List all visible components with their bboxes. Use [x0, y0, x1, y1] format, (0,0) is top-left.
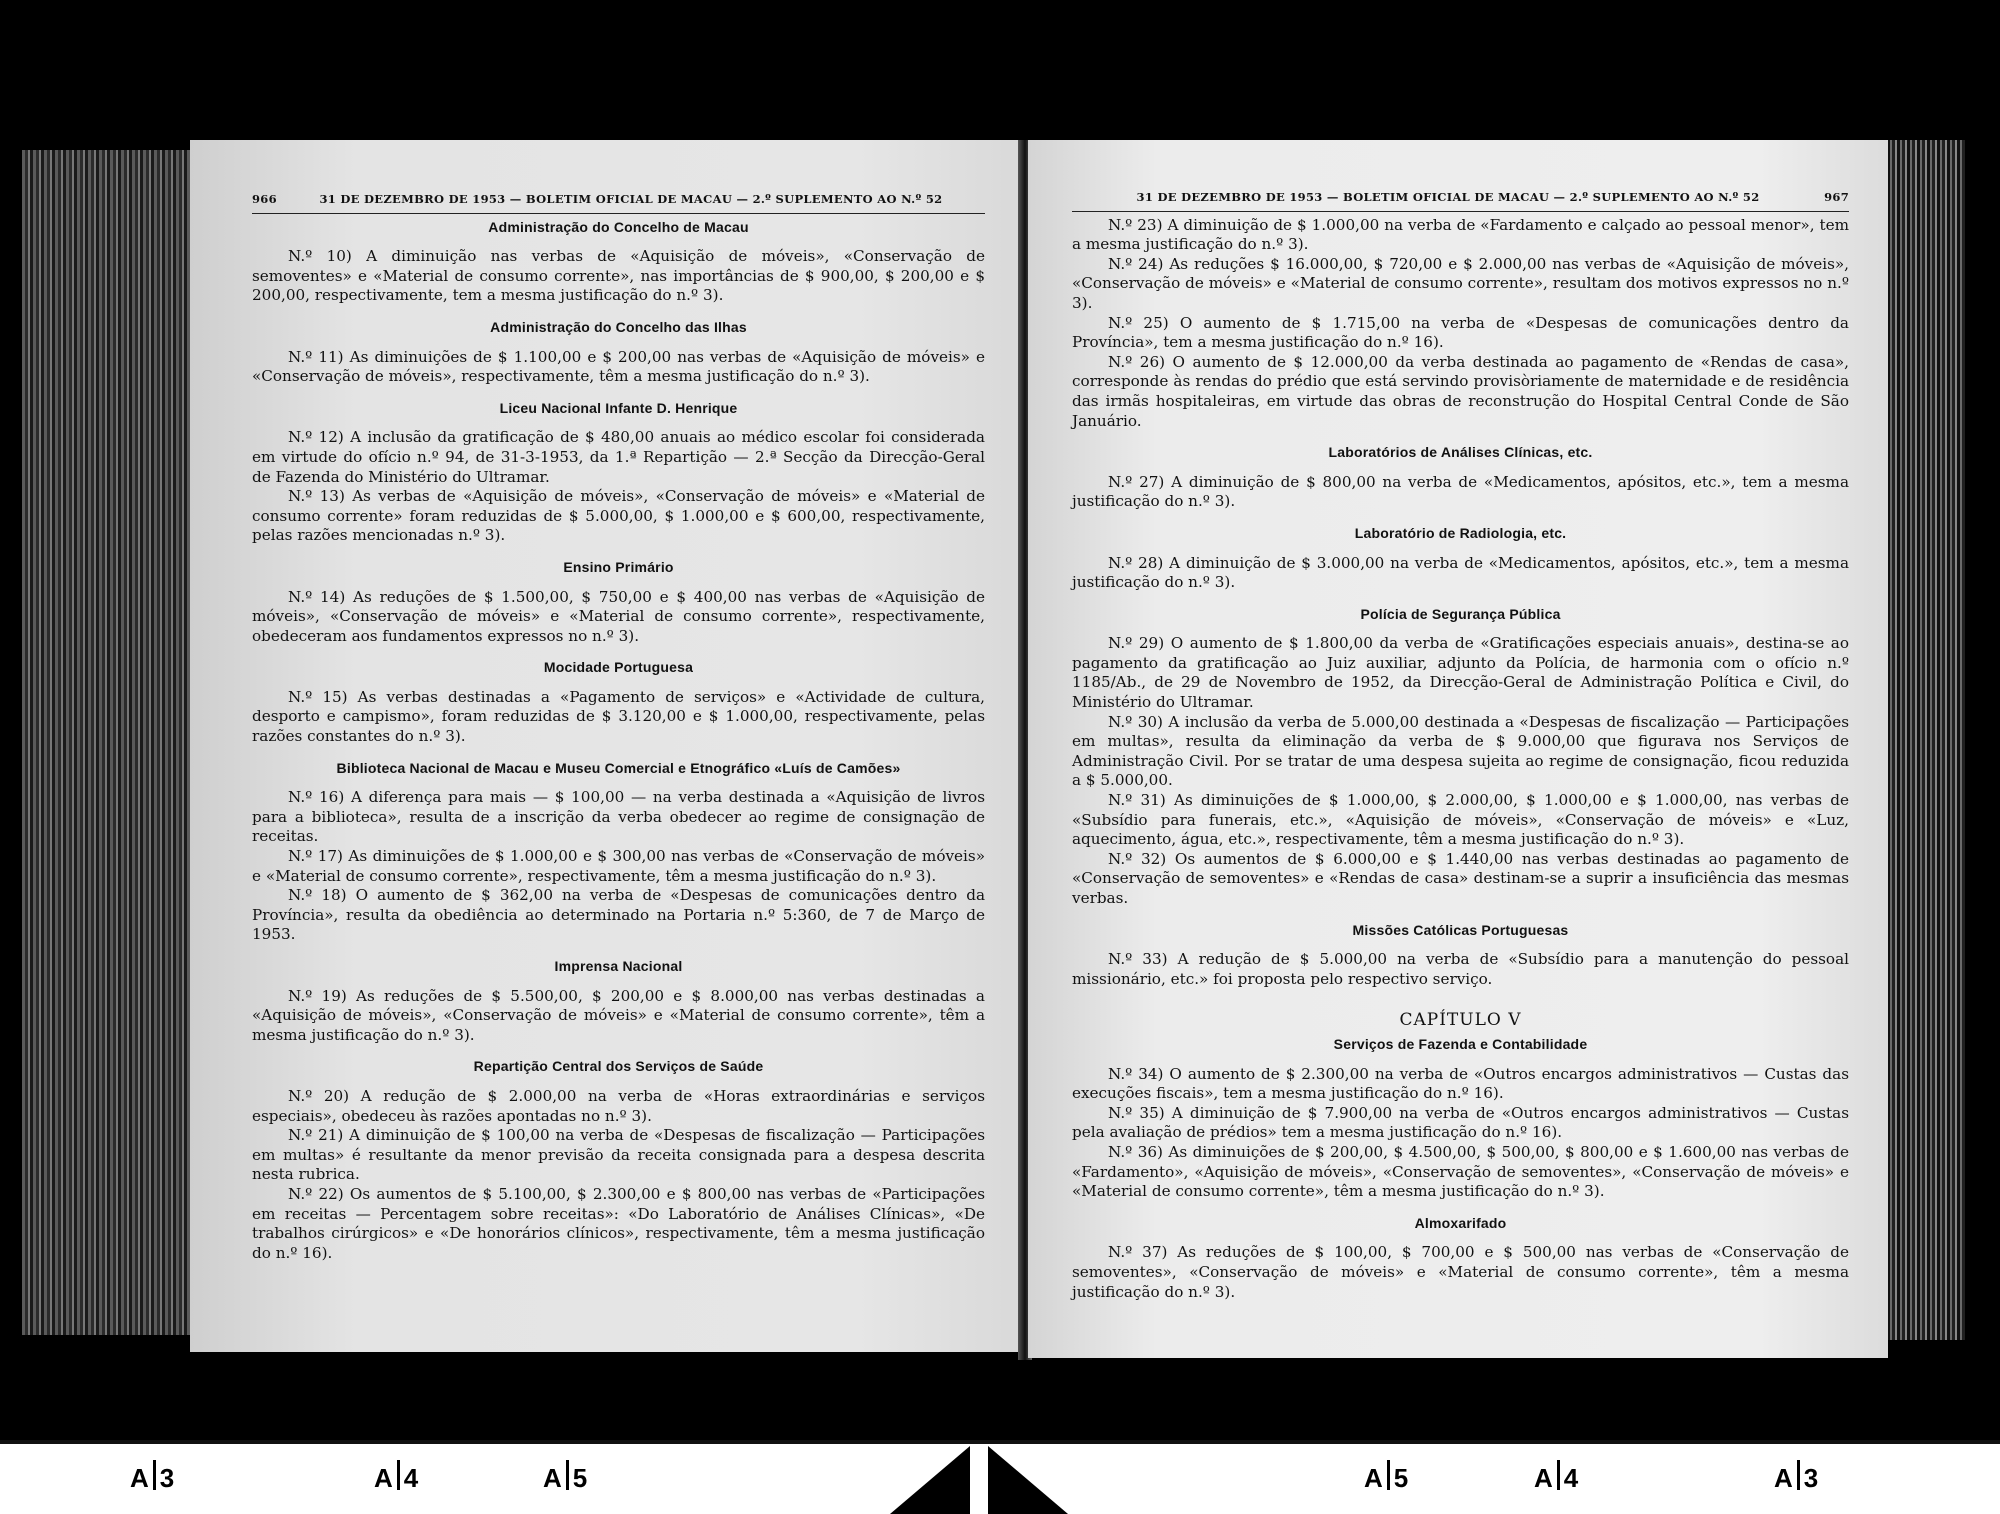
paragraph: N.º 16) A diferença para mais — $ 100,00 — na verba destinada a «Aquisição de livros para a biblioteca», resulta de a inscrição da verba obedecer ao regime de consignação de receitas.	[252, 788, 985, 846]
paragraph: N.º 32) Os aumentos de $ 6.000,00 e $ 1.440,00 nas verbas destinadas ao pagamento de «Conservação de semoventes» e «Rendas de casa» destinam-se a suprir a insuficiência das mesmas verbas.	[1072, 849, 1849, 907]
film-mark-a3: A 3	[130, 1460, 174, 1494]
paragraph: N.º 22) Os aumentos de $ 5.100,00, $ 2.300,00 e $ 800,00 nas verbas de «Participações em receitas — Percentagem sobre receitas»: «Do Laboratório de Análises Clínicas», «De trabalhos cirúrgicos» e «De honorários clínicos», respectivamente, têm a mesma justificação do n.º 16).	[252, 1184, 985, 1262]
section-heading: Laboratórios de Análises Clínicas, etc.	[1328, 444, 1593, 461]
registration-triangle-right	[988, 1446, 1068, 1514]
section-heading: Missões Católicas Portuguesas	[1352, 921, 1569, 938]
left-sections	[252, 218, 985, 1264]
paragraph: N.º 20) A redução de $ 2.000,00 na verba de «Horas extraordinárias e serviços especiais», obedeceu às razões apontadas no n.º 3).	[252, 1086, 985, 1125]
book-edge-right	[1880, 140, 1965, 1340]
section-heading: Laboratório de Radiologia, etc.	[1354, 524, 1567, 541]
paragraph: N.º 34) O aumento de $ 2.300,00 na verba de «Outros encargos administrativos — Custas das execuções fiscais», tem a mesma justificação do n.º 16).	[1072, 1064, 1849, 1103]
paragraph: N.º 27) A diminuição de $ 800,00 na verba de «Medicamentos, apósitos, etc.», tem a mesma justificação do n.º 3).	[1072, 472, 1849, 511]
section-heading: Polícia de Segurança Pública	[1360, 605, 1561, 622]
paragraph: N.º 15) As verbas destinadas a «Pagamento de serviços» e «Actividade de cultura, desporto e campismo», foram reduzidas de $ 3.120,00 e $ 1.000,00, respectivamente, pelas razões constantes do n.º 3).	[252, 687, 985, 746]
paragraph: N.º 26) O aumento de $ 12.000,00 da verba destinada ao pagamento de «Rendas de casa», corresponde às rendas do prédio que está servindo provisòriamente de maternidade e de residência das irmãs hospitaleiras, em virtude das obras de reconstrução do Hospital Central Conde de São Januário.	[1072, 352, 1849, 430]
paragraph: N.º 35) A diminuição de $ 7.900,00 na verba de «Outros encargos administrativos — Custas pela avaliação de prédios» tem a mesma justificação do n.º 16).	[1072, 1103, 1849, 1142]
right-intro	[1072, 216, 1849, 432]
page-number: 966	[252, 192, 277, 206]
last-section	[1072, 1214, 1849, 1302]
paragraph: N.º 18) O aumento de $ 362,00 na verba de «Despesas de comunicações dentro da Província», resulta da obediência ao determinado na Portaria n.º 5:360, de 7 de Março de 1953.	[252, 886, 985, 944]
paragraph: N.º 33) A redução de $ 5.000,00 na verba de «Subsídio para a manutenção do pessoal missionário, etc.» foi proposta pelo respectivo serviço.	[1072, 950, 1849, 988]
section-heading: Administração do Concelho de Macau	[488, 218, 749, 235]
chapter-title: CAPÍTULO V	[1399, 1010, 1522, 1031]
page-number: 967	[1824, 190, 1849, 204]
film-mark-a3: A 3	[1774, 1460, 1818, 1494]
left-page-content	[252, 190, 985, 1263]
paragraph: N.º 37) As reduções de $ 100,00, $ 700,00 e $ 500,00 nas verbas de «Conservação de semoventes», «Conservação de móveis» e «Material de consumo corrente», têm a mesma justificação do n.º 3).	[1072, 1243, 1849, 1301]
chapter-subtitle: Serviços de Fazenda e Contabilidade	[1333, 1035, 1588, 1052]
right-page-header	[1072, 188, 1849, 212]
paragraph: N.º 30) A inclusão da verba de 5.000,00 destinada a «Despesas de fiscalização — Participações em multas», resulta da eliminação da verba de $ 9.000,00 que figurava nos Serviços de Administração Civil. Por se tratar de uma despesa sujeita ao regime de consignação, ficou reduzida a $ 5.000,00.	[1072, 712, 1849, 790]
film-strip-edge	[0, 1440, 2000, 1444]
section-heading: Mocidade Portuguesa	[543, 659, 694, 676]
paragraph: N.º 19) As reduções de $ 5.500,00, $ 200,00 e $ 8.000,00 nas verbas destinadas a «Aquisição de móveis», «Conservação de móveis» e «Material de consumo corrente», têm a mesma justificação do n.º 3).	[252, 986, 985, 1044]
paragraph: N.º 23) A diminuição de $ 1.000,00 na verba de «Fardamento e calçado ao pessoal menor», tem a mesma justificação do n.º 3).	[1072, 215, 1849, 254]
paragraph: N.º 25) O aumento de $ 1.715,00 na verba de «Despesas de comunicações dentro da Província», tem a mesma justificação do n.º 16).	[1072, 313, 1849, 352]
film-mark-a5: A 5	[543, 1460, 587, 1494]
chapter-paragraphs	[1072, 1065, 1849, 1202]
paragraph: N.º 36) As diminuições de $ 200,00, $ 4.500,00, $ 500,00, $ 800,00 e $ 1.600,00 nas verbas de «Fardamento», «Aquisição de móveis», «Conservação de semoventes», «Conservação de móveis» e «Material de consumo corrente», têm a mesma justificação do n.º 3).	[1072, 1142, 1849, 1201]
right-page	[1028, 140, 1888, 1358]
paragraph: N.º 31) As diminuições de $ 1.000,00, $ 2.000,00, $ 1.000,00 e $ 1.000,00, nas verbas de «Subsídio para funerais, etc.», «Aquisição de móveis», «Conservação de móveis» e «Luz, aquecimento, água, etc.», respectivamente, têm a mesma justificação do n.º 3).	[1072, 791, 1849, 849]
section-heading: Ensino Primário	[563, 558, 674, 575]
section-heading: Liceu Nacional Infante D. Henrique	[499, 399, 738, 416]
paragraph: N.º 21) A diminuição de $ 100,00 na verba de «Despesas de fiscalização — Participações em multas» é resultante da menor previsão da receita consignada para a despesa descrita nesta rubrica.	[252, 1126, 985, 1184]
film-mark-a4: A 4	[374, 1460, 418, 1494]
film-mark-a4: A 4	[1534, 1460, 1578, 1494]
paragraph: N.º 29) O aumento de $ 1.800,00 da verba de «Gratificações especiais anuais», destina-se ao pagamento da gratificação ao Juiz auxiliar, adjunto da Polícia, de harmonia com o ofício n.º 1185/Ab., de 29 de Novembro de 1952, da Direcção-Geral de Administração Política e Civil, do Ministério do Ultramar.	[1072, 634, 1849, 712]
left-page-header	[252, 190, 985, 214]
right-sections	[1072, 443, 1849, 989]
paragraph: N.º 14) As reduções de $ 1.500,00, $ 750,00 e $ 400,00 nas verbas de «Aquisição de móveis», «Conservação de móveis» e «Material de consumo corrente», respectivamente, obedeceram aos fundamentos expressos no n.º 3).	[252, 587, 985, 645]
paragraph: N.º 13) As verbas de «Aquisição de móveis», «Conservação de móveis» e «Material de consumo corrente» foram reduzidas de $ 5.000,00, $ 1.000,00 e $ 600,00, respectivamente, pelas razões mencionadas n.º 3).	[252, 487, 985, 545]
section-heading: Imprensa Nacional	[554, 958, 683, 974]
paragraph: N.º 17) As diminuições de $ 1.000,00 e $ 300,00 nas verbas de «Conservação de móveis» e «Material de consumo corrente», respectivamente, têm a mesma justificação do n.º 3).	[252, 847, 985, 885]
paragraph: N.º 28) A diminuição de $ 3.000,00 na verba de «Medicamentos, apósitos, etc.», tem a mesma justificação do n.º 3).	[1072, 553, 1849, 592]
paragraph: N.º 11) As diminuições de $ 1.100,00 e $ 200,00 nas verbas de «Aquisição de móveis» e «Conservação de móveis», respectivamente, têm a mesma justificação do n.º 3).	[252, 347, 985, 386]
section-heading: Administração do Concelho das Ilhas	[490, 318, 747, 335]
section-heading: Almoxarifado	[1414, 1214, 1507, 1231]
running-title: 31 DE DEZEMBRO DE 1953 — BOLETIM OFICIAL DE MACAU — 2.º SUPLEMENTO AO N.º 52	[319, 192, 943, 206]
running-title: 31 DE DEZEMBRO DE 1953 — BOLETIM OFICIAL DE MACAU — 2.º SUPLEMENTO AO N.º 52	[1136, 190, 1760, 204]
book-edge-left	[22, 150, 197, 1335]
paragraph: N.º 10) A diminuição nas verbas de «Aquisição de móveis», «Conservação de semoventes» e «Material de consumo corrente», nas importâncias de $ 900,00, $ 200,00 e $ 200,00, respectivamente, tem a mesma justificação do n.º 3).	[252, 247, 985, 305]
paragraph: N.º 12) A inclusão da gratificação de $ 480,00 anuais ao médico escolar foi considerada em virtude do ofício n.º 94, de 31-3-1953, da 1.ª Repartição — 2.ª Secção da Direcção-Geral de Fazenda do Ministério do Ultramar.	[252, 428, 985, 486]
right-page-content	[1072, 188, 1849, 1302]
registration-triangle-left	[890, 1446, 970, 1514]
section-heading: Biblioteca Nacional de Macau e Museu Comercial e Etnográfico «Luís de Camões»	[336, 759, 901, 776]
left-page	[190, 140, 1022, 1352]
section-heading: Repartição Central dos Serviços de Saúde	[473, 1058, 764, 1075]
film-mark-a5: A 5	[1364, 1460, 1408, 1494]
paragraph: N.º 24) As reduções $ 16.000,00, $ 720,00 e $ 2.000,00 nas verbas de «Aquisição de móveis», «Conservação de móveis» e «Material de consumo corrente», resultam dos motivos expressos no n.º 3).	[1072, 254, 1849, 312]
